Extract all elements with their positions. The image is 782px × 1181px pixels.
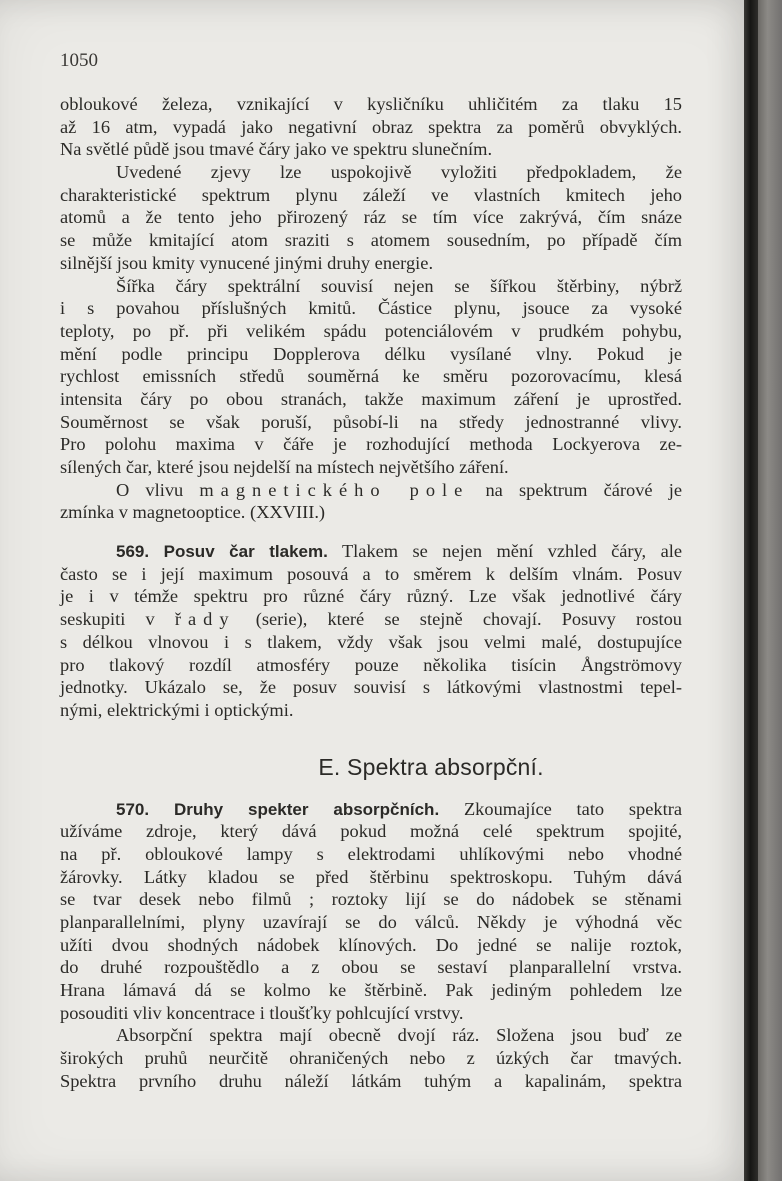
spaced-emphasis: řady	[174, 609, 236, 630]
text-line: jednotky. Ukázalo se, že posuv souvisí s látkovými vlastnostmi tepel-	[60, 677, 682, 698]
text-line: teploty, po př. při velikém spádu potenciálovém v prudkém pohybu,	[60, 320, 682, 341]
text-line: planparallelními, plyny uzavírají se do válců. Někdy je výhodná věc	[60, 912, 682, 932]
page-edge	[758, 0, 782, 1181]
text-line: mění podle principu Dopplerova délku vysílané vlny. Pokud je	[60, 343, 682, 364]
text-line: do druhé rozpouštědlo a z obou se sestaví planparallelní vrstva.	[60, 957, 682, 978]
text-line: Hrana lámavá dá se kolmo ke štěrbině. Pak jediným pohledem lze	[60, 980, 682, 1001]
text-line: Absorpční spektra mají obecně dvojí ráz. Složena jsou buď ze	[116, 1025, 682, 1046]
text-line: se může kmitající atom sraziti s atomem sousedním, po případě čím	[60, 230, 682, 251]
spaced-emphasis: magnetického pole	[199, 479, 470, 500]
text-line	[60, 798, 682, 821]
text-fragment: Zkoumajíce tato spektra	[463, 798, 683, 819]
text-line: je i v témže spektru pro různé čáry různý. Lze však jednotlivé čáry	[60, 586, 682, 607]
section-heading-570: 570. Druhy spekter absorpčních.	[116, 799, 440, 819]
text-line: Uvedené zjevy lze uspokojivě vyložiti předpokladem, že	[116, 162, 682, 183]
text-line: Šířka čáry spektrální souvisí nejen se šířkou štěrbiny, nýbrž	[116, 275, 682, 296]
text-fragment: (serie), které se stejně chovají. Posuvy rostou	[255, 609, 682, 630]
text-line: s délkou vlnovou i s tlakem, vždy však jsou velmi malé, dostupujíce	[60, 631, 682, 652]
text-line: až 16 atm, vypadá jako negativní obraz spektra za poměrů obvyklých.	[60, 116, 682, 137]
text-line	[60, 540, 682, 563]
text-line: intensita čáry po obou stranách, takže maximum záření je uprostřed.	[60, 388, 682, 409]
section-title: E. Spektra absorpční.	[318, 753, 544, 780]
text-line: sílených čar, které jsou nejdelší na místech největšího záření.	[60, 457, 509, 477]
text-line: žárovky. Látky kladou se před štěrbinu spektroskopu. Tuhým dává	[60, 866, 682, 887]
page-body	[60, 93, 682, 1093]
text-line	[60, 608, 682, 631]
text-fragment: O vlivu	[116, 479, 184, 500]
text-line: pro tlakový rozdíl atmosféry pouze několika tisícin Ångströmovy	[60, 654, 682, 675]
text-line: často se i její maximum posouvá a to směrem k delším vlnám. Posuv	[60, 563, 682, 584]
text-line: zmínka v magnetooptice. (XXVIII.)	[60, 502, 326, 523]
text-line: Spektra prvního druhu náleží látkám tuhým a kapalinám, spektra	[60, 1070, 682, 1091]
text-fragment: Tlakem se nejen mění vzhled čáry, ale	[341, 541, 683, 562]
book-spine-shadow	[744, 0, 758, 1181]
page-number: 1050	[60, 50, 98, 71]
text-line: užíti dvou shodných nádobek klínových. Do jedné se nalije roztok,	[60, 934, 682, 955]
text-line: obloukové železa, vznikající v kysličníku uhličitém za tlaku 15	[60, 94, 682, 114]
text-fragment: seskupiti v	[60, 609, 155, 630]
text-line: na př. obloukové lampy s elektrodami uhlíkovými nebo vhodné	[60, 843, 682, 864]
text-line: posouditi vliv koncentrace i tloušťky pohlcující vrstvy.	[60, 1002, 464, 1023]
text-line: atomů a že tento jeho přirozený ráz se tím více zakrývá, čím snáze	[60, 207, 682, 228]
text-line: charakteristické spektrum plynu záleží ve vlastních kmitech jeho	[60, 184, 682, 205]
text-fragment: na spektrum čárové je	[485, 479, 682, 500]
text-line: nými, elektrickými i optickými.	[60, 699, 294, 720]
text-line: se tvar desek nebo filmů ; roztoky lijí se do nádobek se stěnami	[60, 889, 682, 910]
text-line: širokých pruhů neurčitě ohraničených nebo z úzkých čar tmavých.	[60, 1048, 682, 1069]
section-heading-569: 569. Posuv čar tlakem.	[116, 542, 328, 562]
text-line	[60, 479, 682, 502]
text-line: Souměrnost se však poruší, působí-li na středy jednostranné vlivy.	[60, 411, 682, 432]
text-line: i s povahou příslušných kmitů. Částice plynu, jsouce za vysoké	[60, 298, 682, 319]
text-line: silnější jsou kmity vynucené jinými druhy energie.	[60, 252, 434, 273]
text-line: užíváme zdroje, který dává pokud možná celé spektrum spojité,	[60, 821, 682, 842]
text-line: rychlost emissních středů souměrná ke směru pozorovacímu, klesá	[60, 366, 682, 387]
text-line: Pro polohu maxima v čáře je rozhodující methoda Lockyerova ze-	[60, 434, 682, 455]
text-line: Na světlé půdě jsou tmavé čáry jako ve spektru slunečním.	[60, 139, 493, 160]
